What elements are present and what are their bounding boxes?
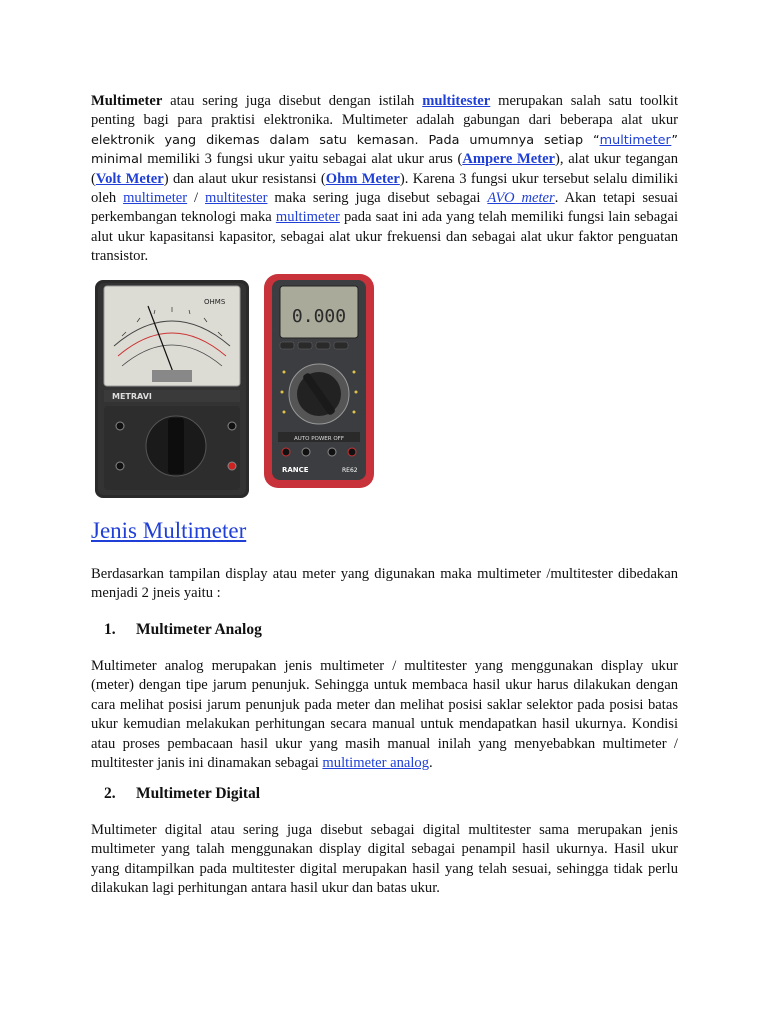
digital-display-readout: 0.000: [291, 306, 347, 327]
analog-dial-label: OHMS: [204, 298, 226, 306]
digital-brand-label: RANCE: [282, 466, 309, 474]
intro-text-sans: ” minimal: [91, 132, 678, 168]
section-heading-jenis-multimeter[interactable]: Jenis Multimeter: [91, 518, 247, 543]
intro-text: /: [187, 190, 206, 207]
intro-text: ). Karena 3 fungsi ukur tersebut selalu dimiliki oleh: [91, 170, 678, 207]
digital-multimeter-image: [262, 272, 376, 492]
intro-text: atau sering juga disebut dengan istilah: [162, 93, 423, 109]
link-multitester[interactable]: multitester: [422, 93, 491, 109]
intro-paragraph: [91, 92, 678, 267]
analog-paragraph: [91, 657, 678, 773]
link-ohm-meter[interactable]: Ohm Meter: [325, 170, 400, 187]
intro-text: ), alat ukur tegangan (: [91, 151, 679, 187]
section-intro-paragraph: [91, 565, 678, 604]
term-multimeter: Multimeter: [91, 93, 163, 109]
digital-multimeter-illustration: [262, 272, 376, 492]
link-multitester[interactable]: multitester: [205, 190, 268, 207]
subheading-text: Multimeter Analog: [136, 621, 262, 638]
link-multimeter[interactable]: multimeter: [275, 209, 340, 226]
analog-multimeter-image: [92, 276, 252, 502]
digital-paragraph: [91, 821, 678, 899]
link-volt-meter[interactable]: Volt Meter: [95, 170, 164, 187]
analog-multimeter-illustration: [92, 276, 252, 502]
intro-text: . Akan tetapi sesuai perkembangan teknologi maka: [91, 190, 679, 226]
subheading-text: Multimeter Digital: [136, 785, 261, 802]
intro-text: maka sering juga disebut sebagai: [267, 190, 488, 207]
digital-body-text: Multimeter digital atau sering juga disebut sebagai digital multitester sama merupakan jenis multimeter yang talah menggunakan display digital sebagai penampil hasil ukurnya. Hasil ukur yang ditampilkan pada multitester digital merupakan hasil yang telah sesuai, sehingga tidak perlu dilakukan lagi perhitungan antara hasil ukur dan batas ukur.: [91, 822, 678, 897]
digital-model-label: RE62: [342, 467, 358, 474]
link-avo-meter[interactable]: AVO meter: [487, 190, 555, 207]
intro-text: memiliki 3 fungsi ukur yaitu sebagai alat ukur arus (: [142, 151, 463, 168]
analog-end-text: .: [429, 755, 433, 772]
link-multimeter-analog[interactable]: multimeter analog: [322, 755, 430, 772]
subheading-multimeter-digital: [104, 785, 260, 803]
list-number: 1.: [104, 621, 116, 638]
intro-text-sans: elektronik yang dikemas dalam satu kemasan. Pada umumnya setiap “: [91, 132, 600, 148]
link-multimeter[interactable]: multimeter: [599, 132, 672, 148]
analog-brand-label: METRAVI: [112, 392, 152, 401]
analog-body-text: Multimeter analog merupakan jenis multimeter / multitester yang menggunakan display ukur (meter) dengan tipe jarum penunjuk. Sehingga untuk membaca hasil ukur harus dilakukan dengan cara melihat posisi jarum penunjuk pada meter dan melihat posisi saklar selektor pada posisi batas ukur kemudian melakukan perhitungan secara manual untuk mendapatkan hasil ukurnya. Kondisi atau proses pembacaan hasil ukur yang masih manual inilah yang menyebabkan multimeter / multitester janis ini dinamakan sebagai: [91, 658, 678, 772]
subheading-multimeter-analog: [104, 621, 262, 639]
intro-text: ) dan alaut ukur resistansi (: [163, 170, 326, 187]
intro-text: merupakan salah satu toolkit penting bagi para praktisi elektronika. Multimeter adalah gabungan dari beberapa alat ukur: [91, 93, 679, 129]
link-ampere-meter[interactable]: Ampere Meter: [462, 151, 556, 168]
intro-text: pada saat ini ada yang telah memiliki fungsi lain sebagai alut ukur kapasitansi kapasitor, sebagai alat ukur frekuensi dan sebagai alat ukur faktor penguatan transistor.: [91, 209, 679, 265]
list-number: 2.: [104, 785, 116, 802]
digital-auto-power-label: AUTO POWER OFF: [293, 436, 345, 442]
section-intro-text: Berdasarkan tampilan display atau meter yang digunakan maka multimeter /multitester dibedakan menjadi 2 jneis yaitu :: [91, 566, 678, 602]
link-multimeter[interactable]: multimeter: [123, 190, 188, 207]
